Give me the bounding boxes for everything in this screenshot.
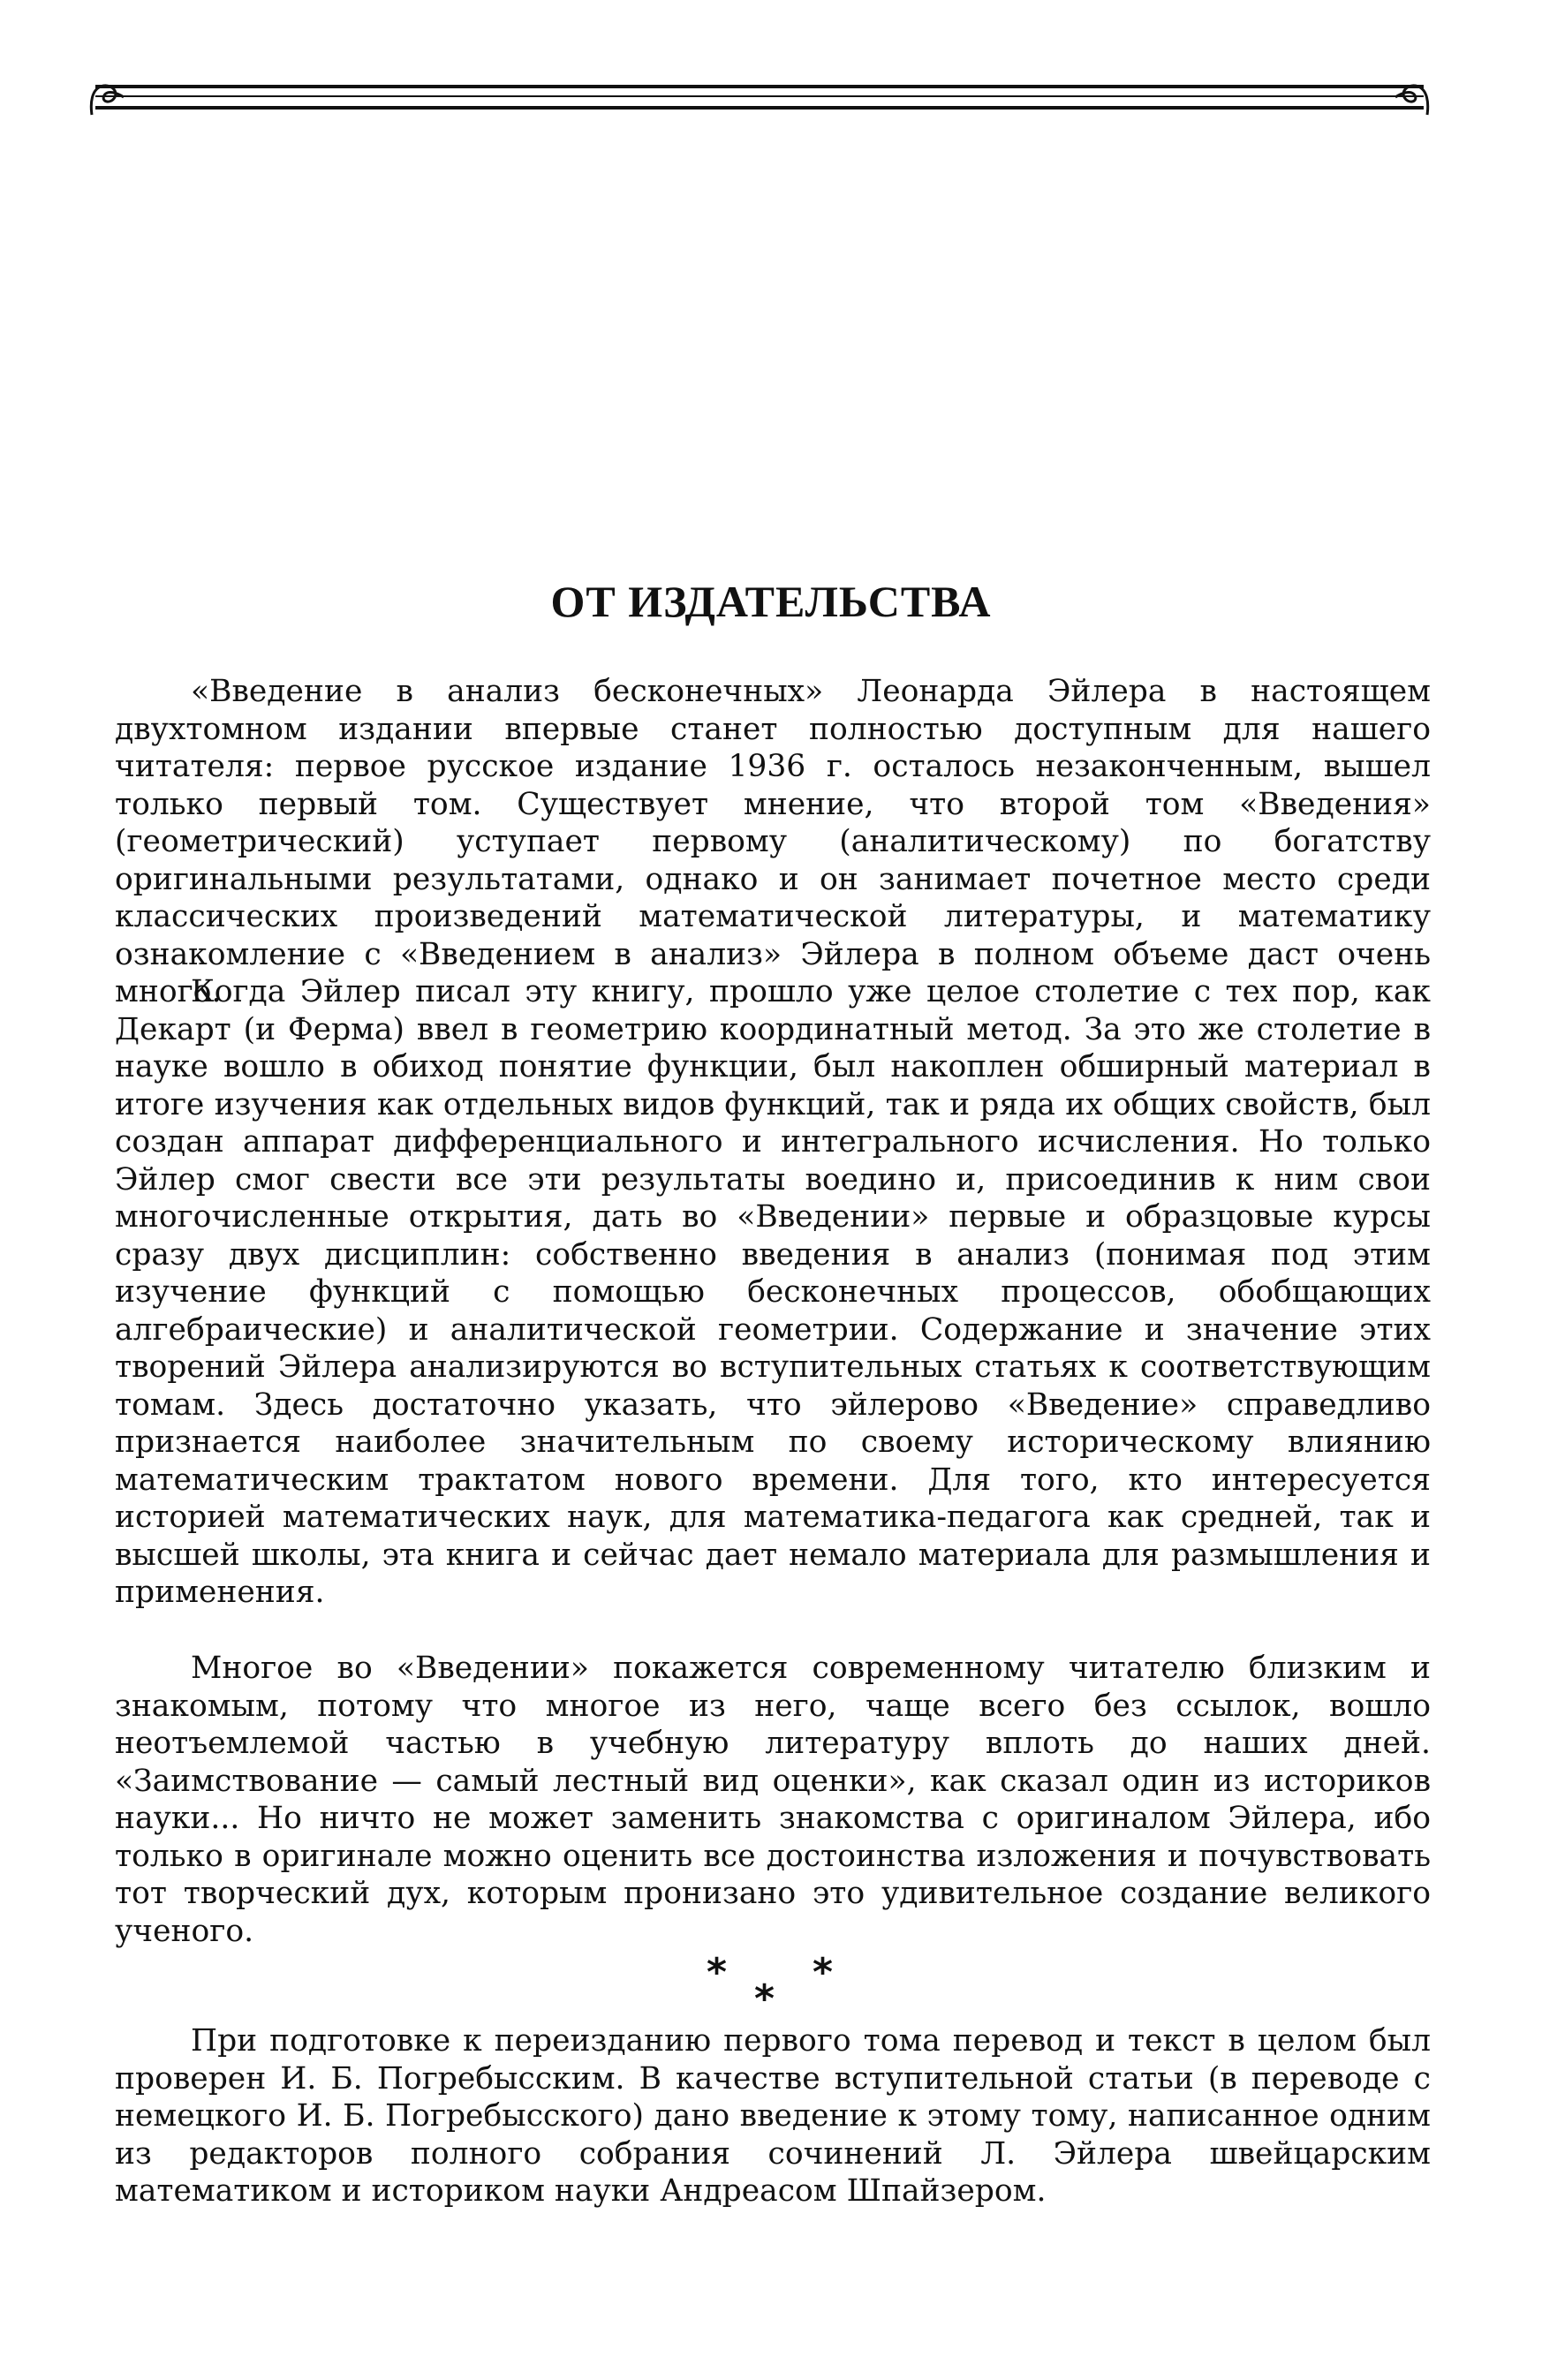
- paragraph-edition-notes: При подготовке к переизданию первого тома перевод и текст в целом был проверен И. Б. Погребысским. В качестве вступительной статьи (в переводе с немецкого И. Б. Погребысского) дано введение к этому тому, написанное одним из редакторов полного собрания сочинений Л. Эйлера швейцарским математиком и историком науки Андреасом Шпайзером.: [115, 2023, 1431, 2209]
- asterism-star: *: [813, 1950, 834, 1995]
- paragraph-introduction: «Введение в анализ бесконечных» Леонарда Эйлера в настоящем двухтомном издании впервые станет полностью доступным для нашего читателя: первое русское издание 1936 г. осталось незаконченным, вышел только первый том. Существует мнение, что второй том «Введения» (геометрический) уступает первому (аналитическому) по богатству оригинальными результатами, однако и он занимает почетное место среди классических произведений математической литературы, и математику ознакомление с «Введением в анализ» Эйлера в полном объеме даст очень много.: [115, 674, 1431, 1009]
- page-title: ОТ ИЗДАТЕЛЬСТВА: [550, 577, 992, 626]
- paragraph-familiarity: Многое во «Введении» покажется современному читателю близким и знакомым, потому что многое из него, чаще всего без ссылок, вошло неотъемлемой частью в учебную литературу вплоть до наших дней. «Заимствование — самый лестный вид оценки», как сказал один из историков науки... Но ничто не может заменить знакомства с оригиналом Эйлера, ибо только в оригинале можно оценить все достоинства изложения и почувствовать тот творческий дух, которым пронизано это удивительное создание великого ученого.: [115, 1651, 1431, 1949]
- asterism-star: *: [754, 1976, 775, 2021]
- paragraph-history: Когда Эйлер писал эту книгу, прошло уже целое столетие с тех пор, как Декарт (и Ферма) ввел в геометрию координатный метод. За это же столетие в науке вошло в обиход понятие функции, был накоплен обширный материал в итоге изучения как отдельных видов функций, так и ряда их общих свойств, был создан аппарат дифференциального и интегрального исчисления. Но только Эйлер смог свести все эти результаты воедино и, присоединив к ним свои многочисленные открытия, дать во «Введении» первые и образцовые курсы сразу двух дисциплин: собственно введения в анализ (понимая под этим изучение функций с помощью бесконечных процессов, обобщающих алгебраические) и аналитической геометрии. Содержание и значение этих творений Эйлера анализируются во вступительных статьях к соответствующим томам. Здесь достаточно указать, что эйлерово «Введение» справедливо признается наиболее значительным по своему историческому влиянию математическим трактатом нового времени. Для того, кто интересуется историей математических наук, для математика-педагога как средней, так и высшей школы, эта книга и сейчас дает немало материала для размышления и применения.: [115, 974, 1431, 1610]
- asterism-star: *: [707, 1950, 728, 1995]
- header-ornament: [88, 78, 1431, 117]
- asterism-separator: [698, 1950, 848, 2021]
